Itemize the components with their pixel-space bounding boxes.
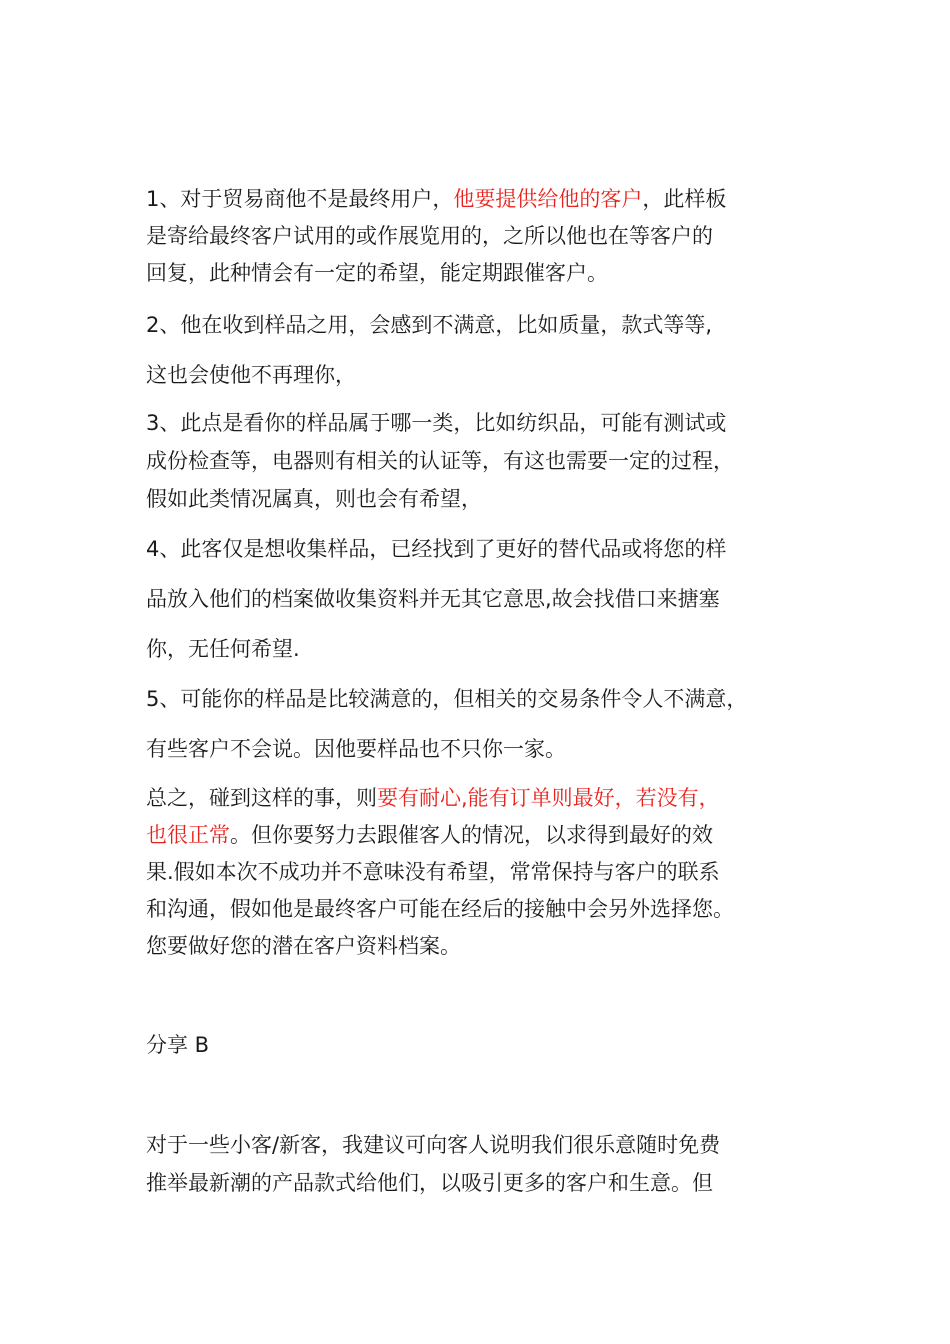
paragraph-1-line-3: 回复，此种情会有一定的希望，能定期跟催客户。 <box>146 261 608 285</box>
paragraph-2-line-1: 2、他在收到样品之用，会感到不满意，比如质量，款式等等, <box>146 313 713 337</box>
summary-line-4: 和沟通，假如他是最终客户可能在经后的接触中会另外选择您。 <box>146 897 734 921</box>
section-heading: 分享 B <box>146 1033 210 1057</box>
summary-line-1: 总之，碰到这样的事，则要有耐心,能有订单则最好，若没有， <box>146 786 720 810</box>
intro-line-2: 推举最新潮的产品款式给他们，以吸引更多的客户和生意。但 <box>146 1171 713 1195</box>
paragraph-3-line-2: 成份检查等，电器则有相关的认证等，有这也需要一定的过程， <box>146 449 734 473</box>
paragraph-4-line-2: 品放入他们的档案做收集资料并无其它意思,故会找借口来搪塞 <box>146 587 720 611</box>
paragraph-1-line-2: 是寄给最终客户试用的或作展览用的，之所以他也在等客户的 <box>146 224 713 248</box>
highlight-text: 要有耐心,能有订单则最好，若没有， <box>377 786 720 810</box>
summary-line-5: 您要做好您的潜在客户资料档案。 <box>146 934 461 958</box>
intro-line-1: 对于一些小客/新客，我建议可向客人说明我们很乐意随时免费 <box>146 1133 721 1157</box>
highlight-text: 他要提供给他的客户 <box>453 187 643 211</box>
paragraph-5-line-1: 5、可能你的样品是比较满意的，但相关的交易条件令人不满意， <box>146 687 748 711</box>
paragraph-1-line-1: 1、对于贸易商他不是最终用户，他要提供给他的客户，此样板 <box>146 187 727 211</box>
summary-line-3: 果.假如本次不成功并不意味没有希望，常常保持与客户的联系 <box>146 860 720 884</box>
paragraph-3-line-1: 3、此点是看你的样品属于哪一类，比如纺织品，可能有测试或 <box>146 411 727 435</box>
paragraph-5-line-2: 有些客户不会说。因他要样品也不只你一家。 <box>146 737 566 761</box>
paragraph-4-line-3: 你，无任何希望. <box>146 637 300 661</box>
paragraph-3-line-3: 假如此类情况属真，则也会有希望， <box>146 487 482 511</box>
paragraph-2-line-2: 这也会使他不再理你， <box>146 363 356 387</box>
summary-line-2: 也很正常。但你要努力去跟催客人的情况，以求得到最好的效 <box>146 823 713 847</box>
highlight-text: 也很正常 <box>146 823 230 847</box>
paragraph-4-line-1: 4、此客仅是想收集样品，已经找到了更好的替代品或将您的样 <box>146 537 727 561</box>
